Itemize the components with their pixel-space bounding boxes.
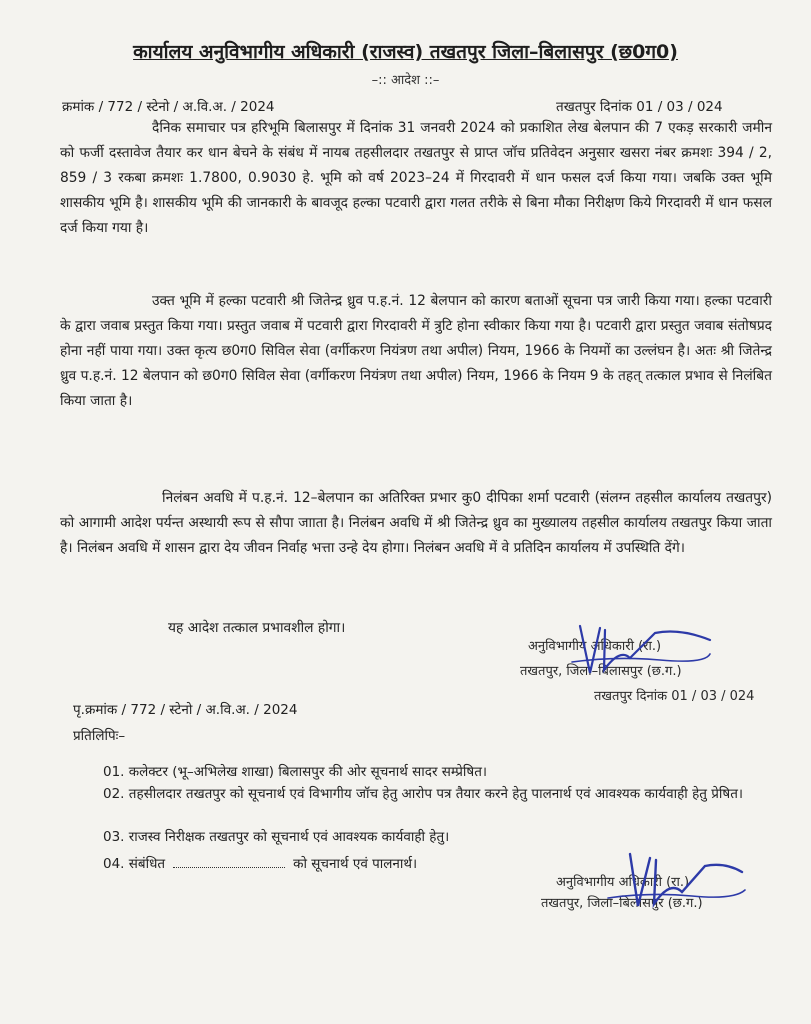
order-heading: –:: आदेश ::– xyxy=(371,73,440,88)
paragraph-background: दैनिक समाचार पत्र हरिभूमि बिलासपुर में दिनांक 31 जनवरी 2024 को प्रकाशित लेख बेलपान की 7 एकड़ सरकारी जमीन को फर्जी दस्तावेज तैयार कर धान बेचने के संबंध में नायब तहसीलदार तखतपुर से प्राप्त जॉच प्रतिवेदन अनुसार खसरा नंबर क्रमशः 394 / 2, 859 / 3 रकबा क्रमशः 1.7800, 0.9030 हे. भूमि को वर्ष 2023–24 में गिरदावरी में धान फसल दर्ज किया गया। जबकि उक्त भूमि शासकीय भूमि है। शासकीय भूमि की जानकारी के बावजूद हल्का पटवारी द्वारा गलत तरीके से बिना मौका निरीक्षण किये गिरदावरी में धान फसल दर्ज किया गया है। xyxy=(60,120,772,236)
signature-mark-1 xyxy=(560,618,720,688)
copy-item: 02. तहसीलदार तखतपुर को सूचनार्थ एवं विभागीय जॉच हेतु आरोप पत्र तैयार करने हेतु पालनार्थ एवं आवश्यक कार्यवाही हेतु प्रेषित। xyxy=(103,786,744,802)
order-date: तखतपुर दिनांक 01 / 03 / 024 xyxy=(556,99,723,115)
signatory-designation: अनुविभागीय अधिकारी (रा.) xyxy=(556,875,690,890)
order-number: क्रमांक / 772 / स्टेनो / अ.वि.अ. / 2024 xyxy=(62,99,275,115)
paragraph-suspension: उक्त भूमि में हल्का पटवारी श्री जितेन्द्र ध्रुव प.ह.नं. 12 बेलपान को कारण बताओं सूचना पत्र जारी किया गया। हल्का पटवारी के द्वारा जवाब प्रस्तुत किया गया। प्रस्तुत जवाब में पटवारी द्वारा गिरदावरी में त्रुटि होना स्वीकार किया गया है। पटवारी द्वारा प्रस्तुत जवाब संतोषप्रद होना नहीं पाया गया। उक्त कृत्य छ0ग0 सिविल सेवा (वर्गीकरण नियंत्रण तथा अपील) नियम, 1966 के नियमों का उल्लंघन है। अतः श्री जितेन्द्र ध्रुव प.ह.नं. 12 बेलपान को छ0ग0 सिविल सेवा (वर्गीकरण नियंत्रण तथा अपील) नियम, 1966 के नियम 9 के तहत् तत्काल प्रभाव से निलंबित किया जाता है। xyxy=(60,293,772,409)
copy-item: 01. कलेक्टर (भू–अभिलेख शाखा) बिलासपुर की ओर सूचनार्थ सादर सम्प्रेषित। xyxy=(103,764,487,780)
copy-to-label: प्रतिलिपिः– xyxy=(73,728,126,744)
signature-mark-2 xyxy=(600,846,750,926)
signatory-location: तखतपुर, जिला–बिलासपुर (छ.ग.) xyxy=(541,896,703,911)
signatory-designation: अनुविभागीय अधिकारी (रा.) xyxy=(528,639,662,654)
signature-date: तखतपुर दिनांक 01 / 03 / 024 xyxy=(594,689,755,704)
blank-line xyxy=(173,855,285,868)
copy-item-prefix: 04. संबंधित xyxy=(103,856,166,872)
paragraph-effective: यह आदेश तत्काल प्रभावशील होगा। xyxy=(168,620,346,636)
endorsement-number: पृ.क्रमांक / 772 / स्टेनो / अ.वि.अ. / 2024 xyxy=(73,702,298,718)
signatory-location: तखतपुर, जिला–बिलासपुर (छ.ग.) xyxy=(520,664,682,679)
copy-item-suffix: को सूचनार्थ एवं पालनार्थ। xyxy=(293,856,418,872)
paragraph-additional-charge: निलंबन अवधि में प.ह.नं. 12–बेलपान का अतिरिक्त प्रभार कु0 दीपिका शर्मा पटवारी (संलग्न तहसील कार्यालय तखतपुर) को आगामी आदेश पर्यन्त अस्थायी रूप से सौपा जााता है। निलंबन अवधि में श्री जितेन्द्र ध्रुव का मुख्यालय तहसील कार्यालय तखतपुर किया जाता है। निलंबन अवधि में शासन द्वारा देय जीवन निर्वाह भत्ता उन्हे देय होगा। निलंबन अवधि में वे प्रतिदिन कार्यालय में उपस्थिति देंगे। xyxy=(60,490,773,556)
office-title: कार्यालय अनुविभागीय अधिकारी (राजस्व) तखतपुर जिला–बिलासपुर (छ0ग0) xyxy=(133,41,678,63)
copy-item: 03. राजस्व निरीक्षक तखतपुर को सूचनार्थ एवं आवश्यक कार्यवाही हेतु। xyxy=(103,829,450,845)
